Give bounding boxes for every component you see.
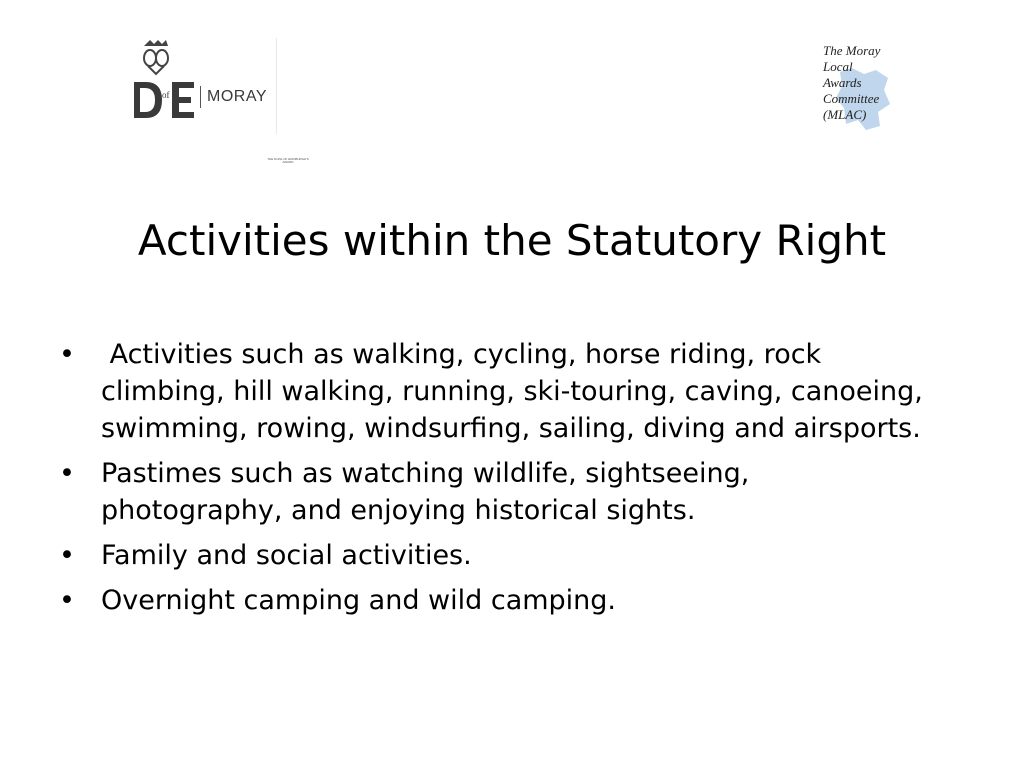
- dofe-award-subtext: THE DUKE OF EDINBURGH'S AWARD: [267, 157, 309, 164]
- bullet-text: Overnight camping and wild camping.: [101, 585, 617, 616]
- bullet-icon: •: [59, 585, 75, 616]
- bullet-text: Family and social activities.: [101, 540, 472, 571]
- bullet-item: [56, 336, 936, 447]
- dofe-emblem-icon: [128, 38, 208, 134]
- dofe-divider: [200, 86, 201, 108]
- dofe-logo: [128, 38, 309, 164]
- bullet-list: [56, 336, 936, 627]
- bullet-icon: •: [59, 540, 75, 571]
- dofe-moray-label: MORAY: [207, 88, 267, 105]
- mlac-logo: [820, 42, 910, 134]
- bullet-item: [56, 582, 936, 619]
- bullet-text: Activities such as walking, cycling, horse riding, rock climbing, hill walking, running, ski-touring, caving, canoeing, swimming, rowing, windsurfing, sailing, diving and airsports.: [101, 339, 932, 444]
- svg-text:of: of: [162, 90, 170, 100]
- bullet-text: Pastimes such as watching wildlife, sightseeing, photography, and enjoying historical sights.: [101, 458, 750, 526]
- bullet-item: [56, 537, 936, 574]
- bullet-icon: •: [59, 458, 75, 489]
- slide-title: Activities within the Statutory Right: [137, 216, 887, 266]
- bullet-item: [56, 455, 936, 529]
- mlac-logo-text: The Moray Local Awards Committee (MLAC): [823, 43, 881, 122]
- bullet-icon: •: [59, 339, 75, 370]
